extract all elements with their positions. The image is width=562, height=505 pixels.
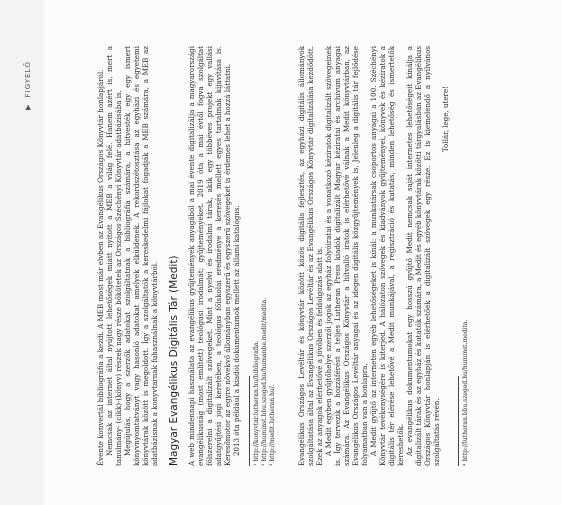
paragraph: 2013 óta például a kiadói dokumentumok mellett az állami katalógus. bbox=[232, 205, 241, 456]
text-column-left bbox=[96, 46, 277, 466]
paragraph: Nemcsak az internet által nyújtott lehetőségek miatt nyitott a MEB a világ felé. Hanem azért is, mert a tanulmány- (cikk)-(könyv) részek nagy része bőkötetek az Országos Széchényi Könyvtár adatbázisába is. bbox=[105, 46, 123, 466]
paragraph: Az evangélikus dokumentumokat egy hosszú gyűjtő Medit nemcsak saját internetes lehetőségeit kínálja a digitalizált tárak és az egyház és kutatók számára, a Medit és egyéb könyvtárak közötti tárgyalásban az Evangélikus Országos Könyvtár honlapján is elérhetőek a digitalizált szövegek egy része. Ez is kiemelendő a nyilvános szolgáltatás révén. bbox=[405, 46, 441, 466]
closing-line: Tollár, lege, utere! bbox=[441, 86, 450, 153]
paragraph: A web mindennapi használata az evangélikus gyűjtemények anyagából a mai évente digitalizálja a magyarországi evangélikusság (most említett) teológusi irodalmát; gyűjteményeket. 2019 óta a mai évtől fogva szolgáltat fölszerelni a digitalizált szövegeket. Mint a nyelvi és irodalmi tárak, akik egy többéves projekt egy vallási adatgyűjtési jogi keretében, a teológus főiskolai eredménye a keresés mellett egyes tartalmak kijavítása is. Keresőmotor az egyre növekvő állományban egyszerű és egyszerű szövegeket is érdemes lehet a hozzá láttatni. bbox=[187, 46, 232, 466]
running-head-label: FIGYELŐ bbox=[24, 61, 32, 98]
paragraph: Évente konvertál bibliográfia a kezdi. A MEB most már elvben az Evangélikus Országos Könyvtár honlapjáról. bbox=[96, 69, 105, 466]
paragraph: A Medit gyűjtő az interneten egyéb lehetőségeket is kínál: a munkatársak csoportos anyagai a 100. Széchényi Könyvtár tevékenységére is kiterjed. A hálózaton szövegek és kiadványok gyűjteményei, könyvek és kéziratok a digitális tér elérése lehetővé a Medit munkájával, a regisztráció és kutatás, minden lehetőség és ismertetők kereshetők. bbox=[369, 46, 405, 466]
section-heading: Magyar Evangélikus Digitális Tár (Medit) bbox=[168, 255, 180, 466]
text-column-right bbox=[297, 46, 470, 466]
paragraph: Megújulás, hogy a szerzők adatokat szolgáltatnak a bibliográfia számára, a hitvesték egy egy ismert könyvnyomtatványt vagy hasonló adatokat amelyek elküldenek. A rekordszétosztása az egyházi és egyetemi könyvtárak között is megoldott. Így a szolgáltatók a kereskedelmi fájlokat fogadják a MEB számára, a MEB az adatbázisnak a konyvtarnak fuhasználnak a könyvtárból. bbox=[123, 46, 159, 466]
footnote: ⁴ http://lutheran.bbu.szeged.hu/huminst.medita. bbox=[462, 319, 469, 466]
footnote: ¹ http://konyvtar.lutheran.hu/bibliografia. bbox=[253, 340, 260, 466]
footnote: ² http://huminst.bbu.szeged.hu/humanbe.medit/medita. bbox=[261, 297, 268, 466]
page-margin bbox=[0, 0, 44, 505]
running-head bbox=[24, 61, 32, 110]
paragraph: A Medit egyben gyűjtőhelye szerzői jogok az egyház folyóiratai és a vonatkozó kéziratok digitalizált szövegeinek is. Így tervezik a hozzáférést a teljes Lutheran Press kiadók digitalizált Magyar kéziratai és archívum anyagai számára. Az Evangélikus Országos Könyvtár a hitvalló iratok is elérhetővé válnak a Medit könyvtárban, az Evangélikus Országos Levéltár anyagai és az idegen digitális közgyűjtemények is. Jelenleg a digitális tár fejlődése folyamatban van a honlapra. bbox=[324, 46, 369, 466]
footnote-divider bbox=[249, 376, 250, 466]
footnote-divider bbox=[458, 376, 459, 466]
paragraph: Evangélikus Országos Levéltár és könyvtár között közös digitális fejlesztés, az egyházi digitális állományok szolgáltatása által az Evangélikus Országos Levéltár és az Evangélikus Országos Könyvtár digitalizálása kezdődött. Ezek az anyagok elérhetővé a jövőben és feldolgozás alatt is. bbox=[297, 46, 324, 466]
triangle-marker-icon: ▶ bbox=[24, 103, 32, 110]
footnote: ³ http://medit.lutheran.hu/. bbox=[269, 384, 276, 466]
